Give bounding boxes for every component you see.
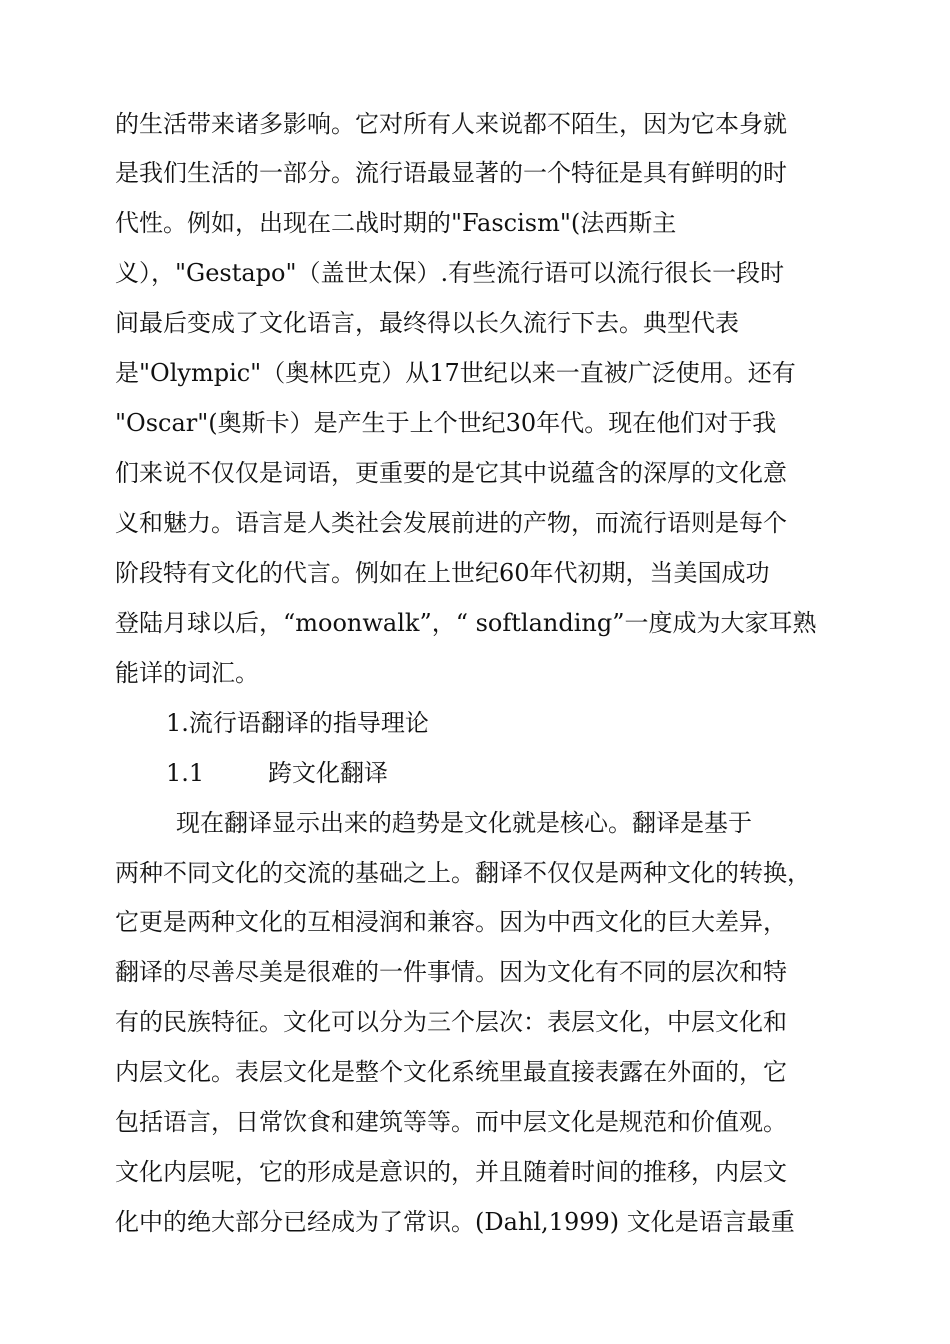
paragraph-line: 现在翻译显示出来的趋势是文化就是核心。翻译是基于 bbox=[115, 809, 753, 837]
paragraph-line: 是我们生活的一部分。流行语最显著的一个特征是具有鲜明的时 bbox=[115, 159, 787, 187]
paragraph-line: 翻译的尽善尽美是很难的一件事情。因为文化有不同的层次和特 bbox=[115, 958, 787, 986]
paragraph-line: 文化内层呢，它的形成是意识的，并且随着时间的推移，内层文 bbox=[115, 1158, 787, 1186]
paragraph-line: 的生活带来诸多影响。它对所有人来说都不陌生，因为它本身就 bbox=[115, 110, 787, 138]
paragraph-line: 内层文化。表层文化是整个文化系统里最直接表露在外面的，它 bbox=[115, 1058, 787, 1086]
section-heading-1: 1.流行语翻译的指导理论 bbox=[166, 709, 429, 737]
paragraph-line: 阶段特有文化的代言。例如在上世纪60年代初期，当美国成功 bbox=[115, 559, 770, 587]
paragraph-line: 们来说不仅仅是词语，更重要的是它其中说蕴含的深厚的文化意 bbox=[115, 459, 787, 487]
paragraph-line: 代性。例如，出现在二战时期的"Fascism"(法西斯主 bbox=[115, 209, 677, 237]
paragraph-line: 能详的词汇。 bbox=[115, 659, 259, 687]
paragraph-line: 有的民族特征。文化可以分为三个层次：表层文化，中层文化和 bbox=[115, 1008, 787, 1036]
paragraph-line: 是"Olympic"（奥林匹克）从17世纪以来一直被广泛使用。还有 bbox=[115, 359, 796, 387]
paragraph-line: 义和魅力。语言是人类社会发展前进的产物，而流行语则是每个 bbox=[115, 509, 787, 537]
paragraph-line: 包括语言，日常饮食和建筑等等。而中层文化是规范和价值观。 bbox=[115, 1108, 787, 1136]
paragraph-line: 两种不同文化的交流的基础之上。翻译不仅仅是两种文化的转换， bbox=[115, 859, 811, 887]
paragraph-line: 间最后变成了文化语言，最终得以长久流行下去。典型代表 bbox=[115, 309, 739, 337]
paragraph-line: 化中的绝大部分已经成为了常识。(Dahl,1999) 文化是语言最重 bbox=[115, 1208, 795, 1236]
paragraph-line: 义），"Gestapo"（盖世太保）.有些流行语可以流行很长一段时 bbox=[115, 259, 785, 287]
paragraph-line: 它更是两种文化的互相浸润和兼容。因为中西文化的巨大差异， bbox=[115, 908, 787, 936]
section-heading-1-1: 跨文化翻译 bbox=[268, 759, 388, 787]
section-number-1-1: 1.1 bbox=[166, 759, 205, 787]
paragraph-line: "Oscar"(奥斯卡）是产生于上个世纪30年代。现在他们对于我 bbox=[115, 409, 777, 437]
paragraph-line: 登陆月球以后，“moonwalk”，“ softlanding”一度成为大家耳熟 bbox=[115, 609, 817, 637]
